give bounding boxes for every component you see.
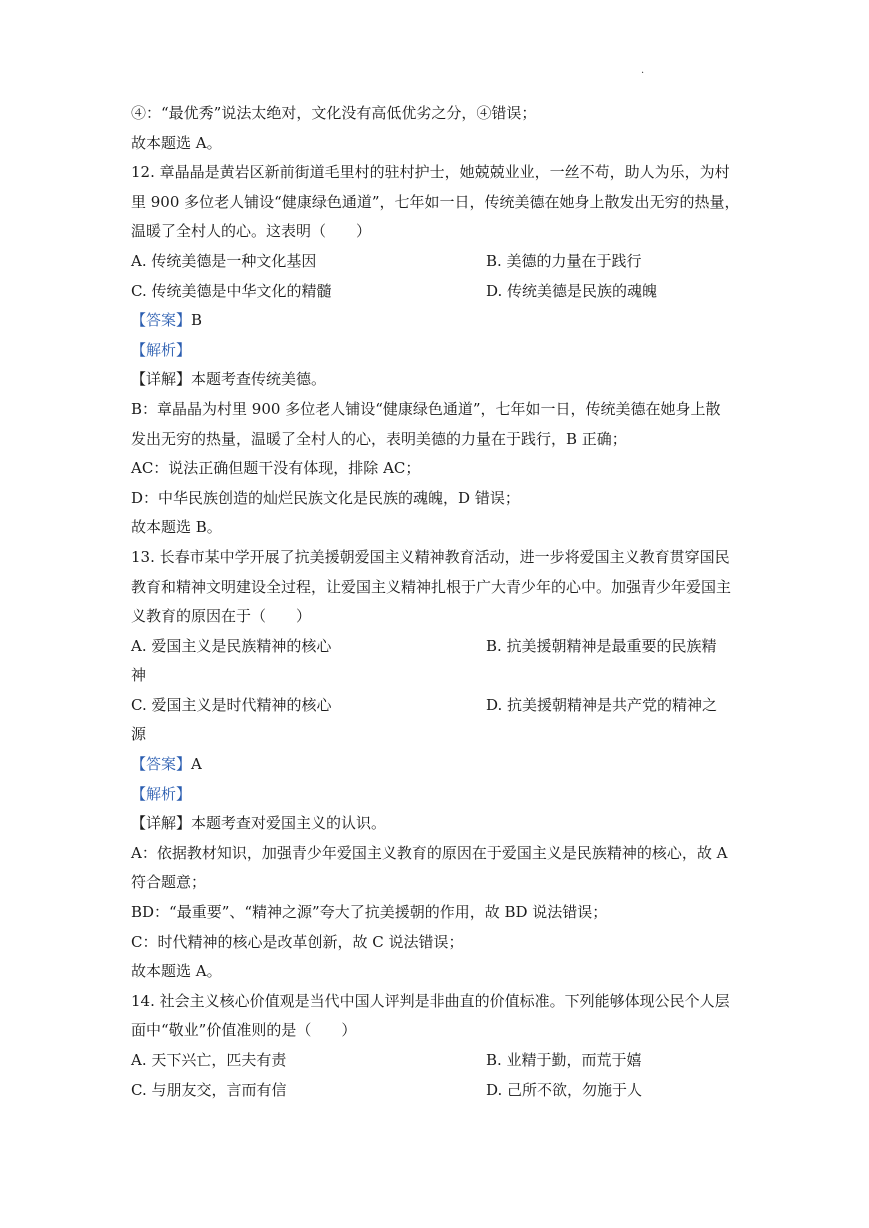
question-13 — [131, 543, 751, 987]
question-12 — [131, 158, 751, 543]
question-stem-line: 温暖了全村人的心。这表明（ ） — [131, 222, 372, 241]
option-b-wrap: 神 — [131, 666, 147, 685]
question-stem-line: 教育和精神文明建设全过程，让爱国主义精神扎根于广大青少年的心中。加强青少年爱国主 — [131, 577, 732, 596]
answer-value: A — [191, 755, 202, 774]
analysis-line — [131, 336, 751, 366]
option-d: D. 传统美德是民族的魂魄 — [486, 281, 658, 300]
answer-tag: 【答案】 — [131, 755, 192, 774]
analysis-tag: 【解析】 — [131, 340, 192, 359]
detail-line: 【详解】本题考查传统美德。 — [131, 370, 327, 389]
detail-line: D：中华民族创造的灿烂民族文化是民族的魂魄，D 错误； — [131, 488, 520, 507]
analysis-line — [131, 780, 751, 810]
option-row — [131, 277, 751, 307]
option-c: C. 传统美德是中华文化的精髓 — [131, 281, 332, 300]
detail-line: 符合题意； — [131, 873, 207, 892]
detail-line: 【详解】本题考查对爱国主义的认识。 — [131, 814, 387, 833]
detail-line: 故本题选 A。 — [131, 962, 222, 981]
detail-line: C：时代精神的核心是改革创新，故 C 说法错误； — [131, 932, 464, 951]
header-dot: · — [641, 68, 645, 79]
page-content — [131, 99, 751, 1105]
answer-line — [131, 750, 751, 780]
question-stem-line: 面中“敬业”价值准则的是（ ） — [131, 1021, 357, 1040]
option-a: A. 传统美德是一种文化基因 — [131, 251, 317, 270]
answer-value: B — [191, 311, 203, 330]
question-stem-line: 义教育的原因在于（ ） — [131, 607, 312, 626]
option-row — [131, 632, 751, 662]
detail-line: B：章晶晶为村里 900 多位老人铺设“健康绿色通道”，七年如一日，传统美德在她身上散 — [131, 399, 721, 418]
analysis-tag: 【解析】 — [131, 784, 192, 803]
option-row — [131, 1046, 751, 1076]
detail-line: 故本题选 B。 — [131, 518, 222, 537]
detail-line: BD：“最重要”、“精神之源”夸大了抗美援朝的作用，故 BD 说法错误； — [131, 903, 608, 922]
answer-line — [131, 306, 751, 336]
detail-line: A：依据教材知识，加强青少年爱国主义教育的原因在于爱国主义是民族精神的核心，故 A — [131, 843, 728, 862]
option-c: C. 与朋友交，言而有信 — [131, 1080, 287, 1099]
option-a: A. 天下兴亡，匹夫有责 — [131, 1051, 287, 1069]
question-stem-line: 里 900 多位老人铺设“健康绿色通道”，七年如一日，传统美德在她身上散发出无穷的热量， — [131, 192, 740, 211]
option-b: B. 美德的力量在于践行 — [486, 251, 642, 270]
question-stem-line: 12. 章晶晶是黄岩区新前街道毛里村的驻村护士，她兢兢业业，一丝不苟，助人为乐，为村 — [131, 163, 730, 182]
option-b: B. 业精于勤，而荒于嬉 — [486, 1051, 642, 1069]
option-d-wrap: 源 — [131, 725, 147, 744]
option-d: D. 抗美援朝精神是共产党的精神之 — [486, 695, 718, 714]
option-c: C. 爱国主义是时代精神的核心 — [131, 695, 332, 714]
text-line: ④：“最优秀”说法太绝对，文化没有高低优劣之分，④错误； — [131, 104, 537, 122]
question-stem-line: 13. 长春市某中学开展了抗美援朝爱国主义精神教育活动，进一步将爱国主义教育贯穿国民 — [131, 547, 730, 566]
option-row — [131, 1076, 751, 1106]
option-row — [131, 247, 751, 277]
option-a: A. 爱国主义是民族精神的核心 — [131, 636, 332, 655]
detail-line: AC：说法正确但题干没有体现，排除 AC； — [131, 459, 421, 478]
question-14 — [131, 987, 751, 1105]
text-line: 故本题选 A。 — [131, 133, 222, 152]
detail-line: 发出无穷的热量，温暖了全村人的心，表明美德的力量在于践行，B 正确； — [131, 429, 627, 448]
option-d: D. 己所不欲，勿施于人 — [486, 1080, 643, 1099]
option-row — [131, 691, 751, 721]
answer-tag: 【答案】 — [131, 311, 192, 330]
question-stem-line: 14. 社会主义核心价值观是当代中国人评判是非曲直的价值标准。下列能够体现公民个人层 — [131, 991, 730, 1010]
option-b: B. 抗美援朝精神是最重要的民族精 — [486, 636, 717, 655]
